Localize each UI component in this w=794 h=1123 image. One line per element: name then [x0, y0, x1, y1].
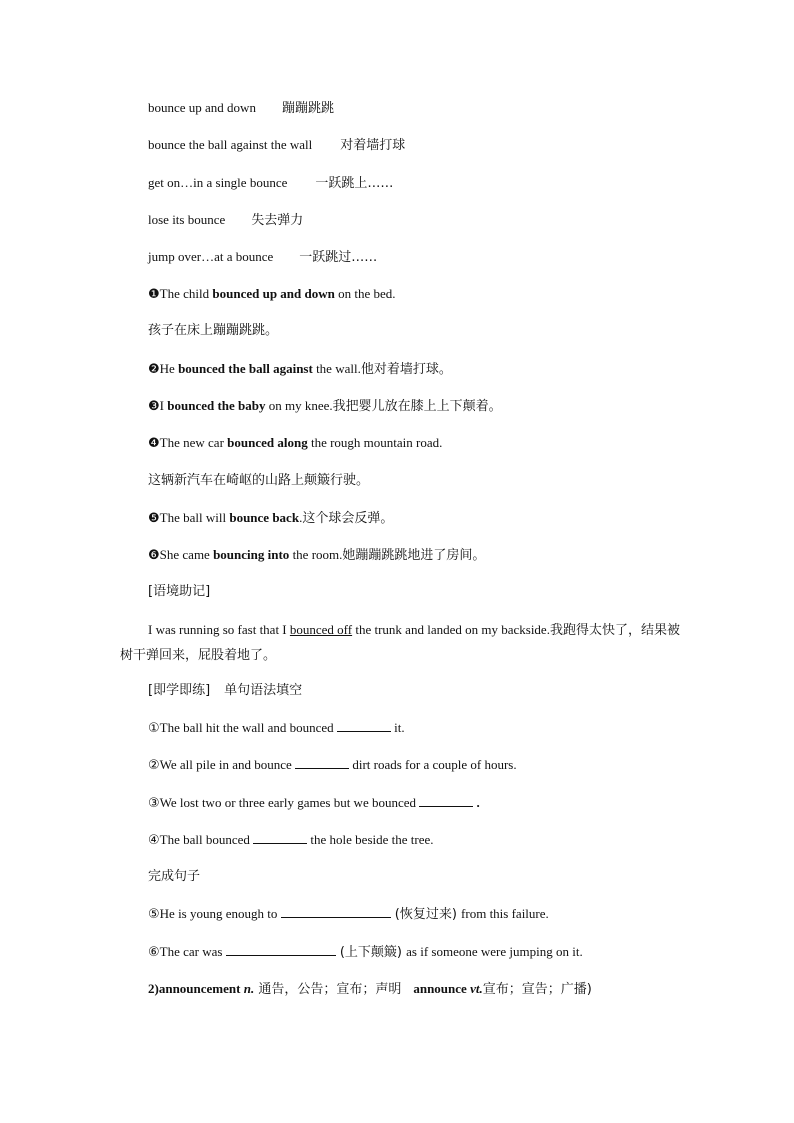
section-heading: 完成句子	[148, 869, 201, 884]
example-sentence: ❷He bounced the ball against the wall.他对着墙打球。	[148, 361, 452, 377]
example-number: ❹	[148, 436, 160, 451]
example-number: ❸	[148, 399, 160, 414]
phrase-item	[148, 211, 303, 230]
phrase-item	[148, 174, 393, 193]
example-sentence: ❹The new car bounced along the rough mountain road.	[148, 435, 443, 451]
example-sentence: ❸I bounced the baby on my knee.我把婴儿放在膝上上下颠着。	[148, 398, 502, 414]
answer-blank[interactable]	[295, 756, 349, 769]
section-heading: [语境助记]	[148, 584, 211, 599]
phrase-cn: 蹦蹦跳跳	[281, 101, 334, 116]
phrase-cn: 失去弹力	[251, 213, 304, 228]
example-sentence: ❻She came bouncing into the room.她蹦蹦跳跳地进了房间。	[148, 547, 486, 563]
exercise-item: ①The ball hit the wall and bounced it.	[148, 720, 405, 736]
example-translation: 这辆新汽车在崎岖的山路上颠簸行驶。	[148, 473, 370, 488]
answer-blank[interactable]	[281, 905, 391, 918]
example-number: ❶	[148, 287, 160, 302]
phrase-en: lose its bounce	[148, 212, 226, 227]
exercise-item: ⑥The car was (上下颠簸) as if someone were jumping on it.	[148, 944, 583, 960]
phrase-en: jump over…at a bounce	[148, 249, 274, 264]
example-number: ❻	[148, 548, 160, 563]
phrase-en: get on…in a single bounce	[148, 175, 288, 190]
example-sentence: ❶The child bounced up and down on the bed.	[148, 286, 396, 302]
phrase-en: bounce up and down	[148, 100, 256, 115]
answer-blank[interactable]	[226, 943, 336, 956]
underlined-phrase: bounced off	[289, 622, 353, 637]
phrase-item	[148, 136, 405, 155]
answer-blank[interactable]	[337, 719, 391, 732]
answer-blank[interactable]	[419, 794, 473, 807]
example-number: ❺	[148, 511, 160, 526]
context-paragraph: I was running so fast that I bounced off the trunk and landed on my backside.我跑得太快了，结果被树干弹回来，屁股着地了。	[120, 622, 680, 663]
answer-blank[interactable]	[253, 831, 307, 844]
section-heading: [即学即练] 单句语法填空	[148, 683, 303, 698]
phrase-item	[148, 99, 334, 118]
exercise-item: ②We all pile in and bounce dirt roads for a couple of hours.	[148, 757, 517, 773]
phrase-cn: 一跃跳上……	[315, 176, 394, 191]
phrase-item	[148, 248, 377, 267]
example-number: ❷	[148, 362, 160, 377]
exercise-item: ④The ball bounced the hole beside the tree.	[148, 832, 434, 848]
exercise-item: ⑤He is young enough to (恢复过来) from this failure.	[148, 906, 549, 922]
vocab-entry: 2)announcement n. 通告，公告；宣布；声明 announce vt.宣布；宣告；广播)	[148, 981, 592, 997]
exercise-item: ③We lost two or three early games but we bounced .	[148, 795, 480, 811]
example-sentence: ❺The ball will bounce back.这个球会反弹。	[148, 510, 394, 526]
phrase-en: bounce the ball against the wall	[148, 137, 313, 152]
example-translation: 孩子在床上蹦蹦跳跳。	[148, 323, 279, 338]
phrase-cn: 一跃跳过……	[299, 250, 378, 265]
phrase-cn: 对着墙打球	[340, 138, 406, 153]
